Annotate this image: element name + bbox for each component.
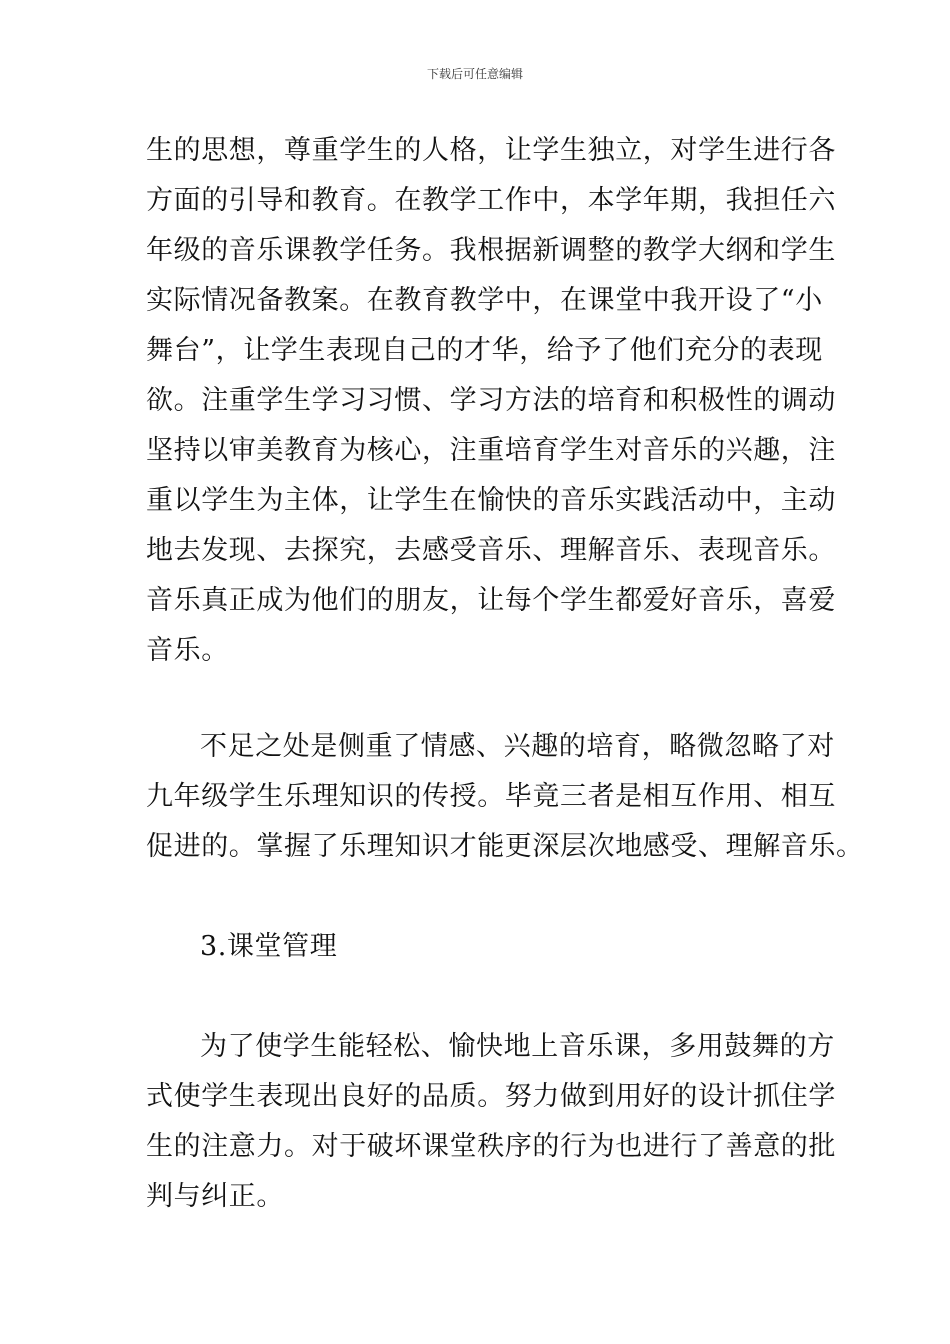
- paragraph-shortcomings: [146, 722, 864, 872]
- text-line: 舞台”，让学生表现自己的才华，给予了他们充分的表现: [146, 335, 823, 366]
- text-line: 坚持以审美教育为核心，注重培育学生对音乐的兴趣，注: [146, 435, 836, 466]
- text-line: 生的思想，尊重学生的人格，让学生独立，对学生进行各: [146, 135, 836, 166]
- paragraph-teaching-work: [146, 126, 836, 676]
- text-line: 重以学生为主体，让学生在愉快的音乐实践活动中，主动: [146, 485, 836, 516]
- text-line: 九年级学生乐理知识的传授。毕竟三者是相互作用、相互: [146, 781, 836, 812]
- text-line: 欲。注重学生学习习惯、学习方法的培育和积极性的调动: [146, 385, 836, 416]
- text-line: 不足之处是侧重了情感、兴趣的培育，略微忽略了对: [200, 731, 835, 762]
- section-heading-classroom-management: [146, 922, 806, 972]
- paragraph-classroom-management: [146, 1022, 836, 1222]
- section-heading: 3.课堂管理: [200, 931, 338, 962]
- page-header: 下载后可任意编辑: [426, 67, 523, 81]
- text-line: 地去发现、去探究，去感受音乐、理解音乐、表现音乐。: [146, 535, 836, 566]
- text-line: 为了使学生能轻松、愉快地上音乐课，多用鼓舞的方: [200, 1031, 835, 1062]
- text-line: 式使学生表现出良好的品质。努力做到用好的设计抓住学: [146, 1081, 836, 1112]
- text-line: 促进的。掌握了乐理知识才能更深层次地感受、理解音乐。: [146, 831, 864, 862]
- text-line: 实际情况备教案。在教育教学中，在课堂中我开设了“小: [146, 285, 823, 316]
- text-line: 判与纠正。: [146, 1181, 284, 1212]
- text-line: 生的注意力。对于破坏课堂秩序的行为也进行了善意的批: [146, 1131, 836, 1162]
- text-line: 音乐真正成为他们的朋友，让每个学生都爱好音乐，喜爱: [146, 585, 836, 616]
- text-line: 音乐。: [146, 635, 229, 666]
- text-line: 方面的引导和教育。在教学工作中，本学年期，我担任六: [146, 185, 836, 216]
- text-line: 年级的音乐课教学任务。我根据新调整的教学大纲和学生: [146, 235, 836, 266]
